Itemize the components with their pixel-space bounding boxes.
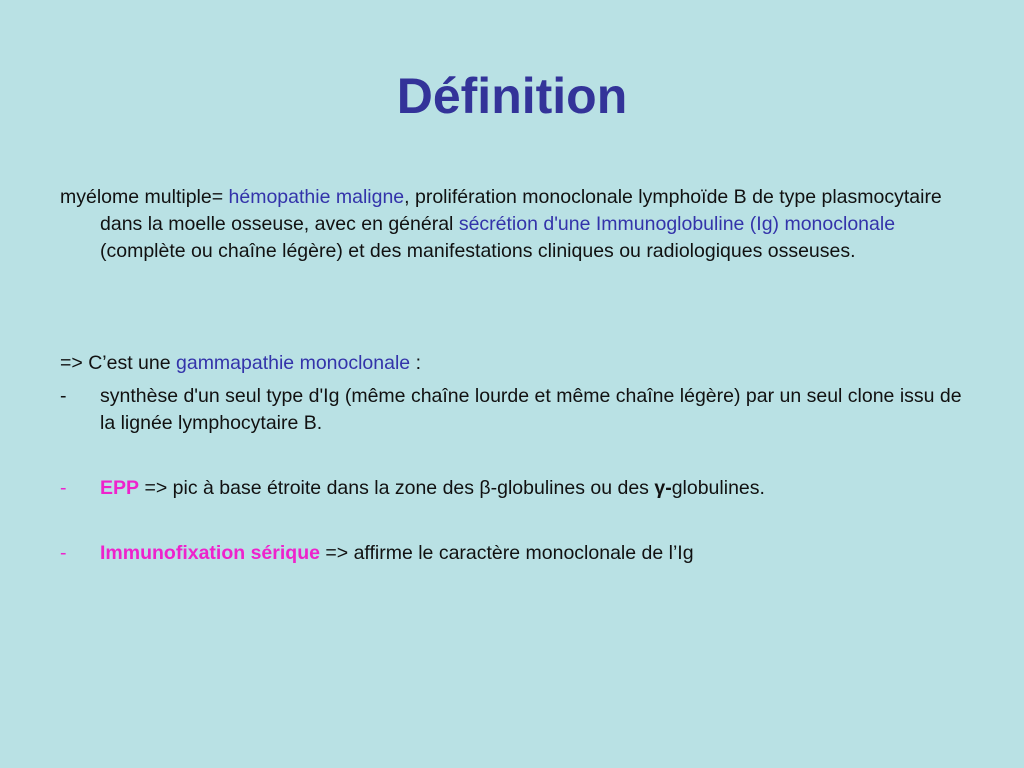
definition-middle: , prolifération monoclonale lymphoïde B de type plasmocytaire dans la moelle osseuse, avec en général	[100, 186, 942, 235]
epp-label: EPP	[100, 477, 140, 499]
term-hemopathie: hémopathie maligne	[228, 186, 405, 208]
bullet-marker: -	[60, 477, 67, 499]
epp-text-before: => pic à base étroite dans la zone des β-globulines ou des	[139, 477, 655, 499]
definition-paragraph	[60, 184, 970, 265]
bullet-marker: -	[60, 542, 67, 564]
slide-title: Définition	[396, 68, 628, 124]
immunofixation-label: Immunofixation sérique	[100, 542, 320, 564]
spacer	[60, 265, 970, 350]
bullet-epp	[60, 475, 970, 502]
epp-text-after: globulines.	[671, 477, 765, 499]
definition-prefix: myélome multiple=	[60, 186, 229, 208]
bullet-marker: -	[60, 385, 67, 407]
gammapathy-line	[60, 350, 970, 377]
immunofixation-text: => affirme le caractère monoclonale de l’Ig	[319, 542, 694, 564]
definition-suffix: (complète ou chaîne légère) et des manifestations cliniques ou radiologiques osseuses.	[100, 240, 856, 262]
term-secretion: sécrétion d'une Immunoglobuline (Ig) monoclonale	[458, 213, 896, 235]
bullet-synthese	[60, 383, 970, 437]
term-gammapathie: gammapathie monoclonale	[176, 352, 411, 374]
gammapathy-prefix: => C’est une	[60, 352, 176, 374]
bullet-text: synthèse d'un seul type d'Ig (même chaîne lourde et même chaîne légère) par un seul clone issu de la lignée lymphocytaire B.	[100, 385, 962, 434]
bullet-immunofixation	[60, 540, 970, 567]
gammapathy-suffix: :	[410, 352, 421, 374]
gamma-symbol: γ-	[654, 477, 672, 499]
slide-body	[60, 184, 970, 567]
